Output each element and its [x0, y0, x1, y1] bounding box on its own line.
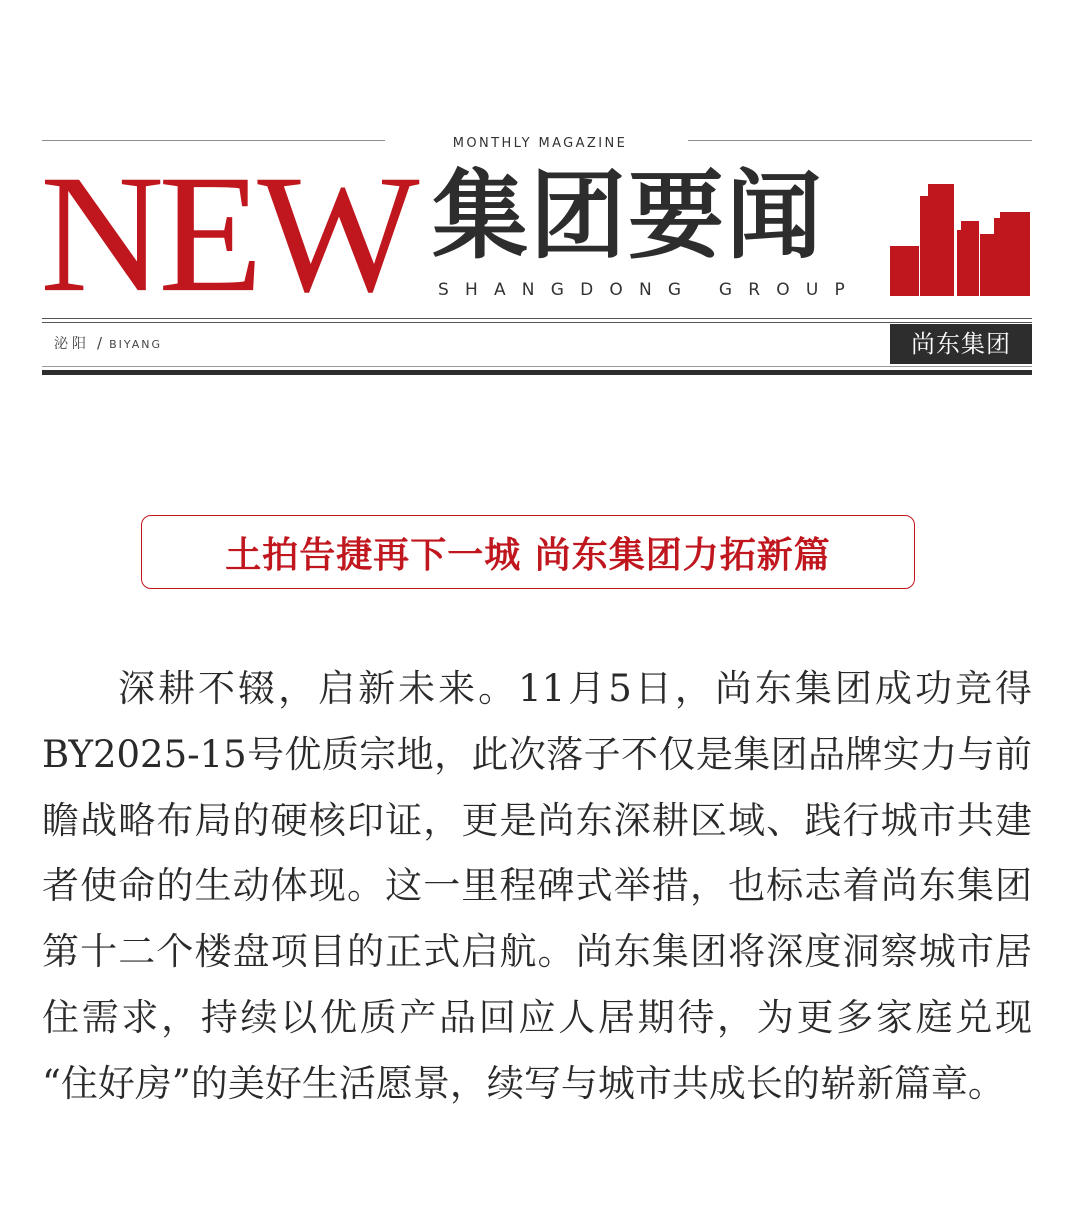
article-body: 深耕不辍，启新未来。11月5日，尚东集团成功竞得BY2025-15号优质宗地，此次落子不仅是集团品牌实力与前瞻战略布局的硬核印证，更是尚东深耕区域、践行城市共建者使命的生动体现。这一里程碑式举措，也标志着尚东集团第十二个楼盘项目的正式启航。尚东集团将深度洞察城市居住需求，持续以优质产品回应人居期待，为更多家庭兑现 “住好房”的美好生活愿景，续写与城市共成长的崭新篇章。 [42, 667, 1032, 1105]
location-english: BIYANG [109, 338, 162, 351]
location-label [54, 333, 162, 353]
location-chinese: 泌阳 [54, 336, 90, 352]
location-separator: / [97, 334, 103, 352]
nav-bar-rules [42, 318, 1032, 376]
masthead-logo-chinese: 集团要闻 [432, 160, 824, 272]
masthead-kicker: MONTHLY MAGAZINE [452, 136, 628, 151]
skyline-icon [888, 180, 1032, 298]
article-headline: 土拍告捷再下一城 尚东集团力拓新篇 [225, 533, 831, 576]
headline-frame [141, 515, 915, 589]
brand-badge: 尚东集团 [890, 324, 1032, 364]
masthead-logo-latin: NEW [40, 141, 414, 328]
masthead-subtitle: SHANGDONG GROUP [438, 280, 861, 300]
